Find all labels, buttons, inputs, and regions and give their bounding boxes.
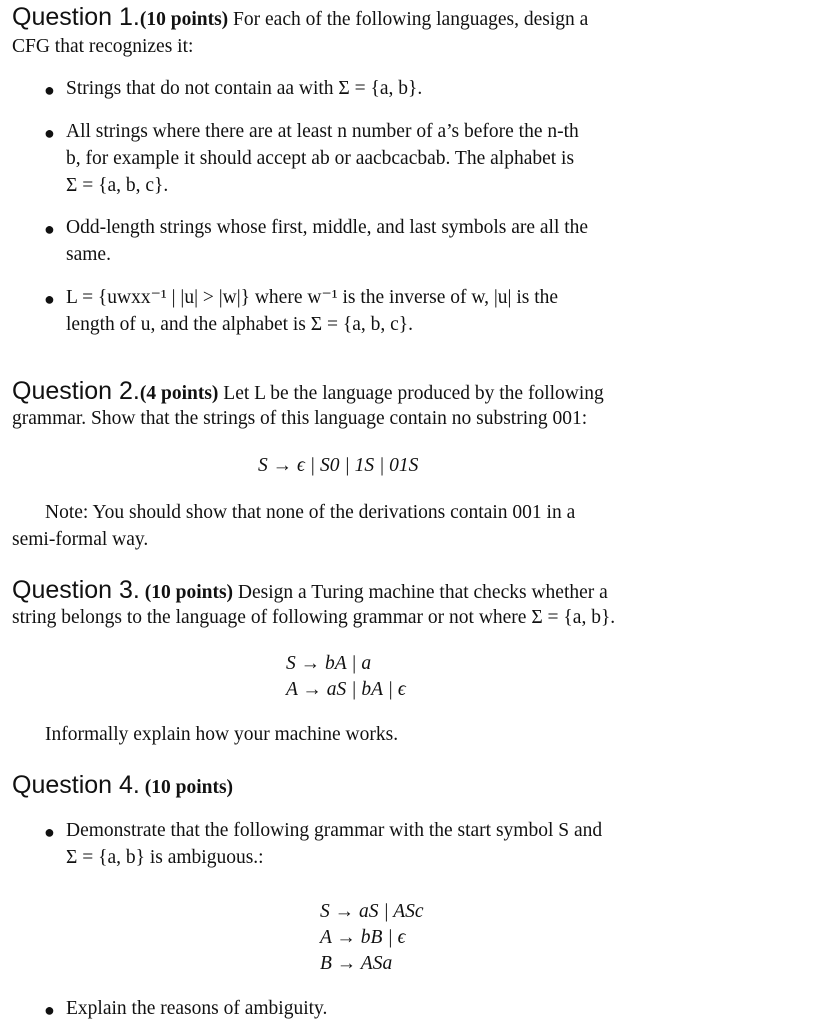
- question-1-points: (10 points): [139, 9, 229, 30]
- question-2-heading: [12, 378, 712, 407]
- question-3-intro-line2: string belongs to the language of following grammar or not where Σ = {a, b}.: [12, 607, 616, 628]
- q1-item-1: Strings that do not contain aa with Σ = {a, b}.: [66, 78, 423, 99]
- question-1-title: Question 1.: [12, 3, 140, 31]
- question-1-intro-line2: CFG that recognizes it:: [12, 36, 194, 57]
- question-1-heading: [12, 4, 712, 33]
- q1-item-2-line1: All strings where there are at least n number of a’s before the n-th: [66, 121, 579, 142]
- q1-item-4-line2: length of u, and the alphabet is Σ = {a, b, c}.: [66, 314, 414, 335]
- q1-item-3-line1: Odd-length strings whose first, middle, and last symbols are all the: [66, 217, 589, 238]
- question-4-title: Question 4.: [12, 771, 140, 799]
- bullet-icon: ●: [44, 1000, 55, 1020]
- question-3-explain: Informally explain how your machine works.: [45, 724, 399, 745]
- question-3-points: (10 points): [144, 582, 234, 603]
- question-2-note-line1: Note: You should show that none of the derivations contain 001 in a: [45, 502, 576, 523]
- question-2-points: (4 points): [139, 383, 219, 404]
- question-2-note-line2: semi-formal way.: [12, 529, 149, 550]
- bullet-icon: ●: [44, 289, 55, 309]
- question-3-title: Question 3.: [12, 576, 140, 604]
- q1-item-3-line2: same.: [66, 244, 111, 265]
- question-2-grammar-rule: S → ϵ | S0 | 1S | 01S: [258, 455, 419, 476]
- question-3-heading: [12, 577, 712, 606]
- question-4-heading: [12, 772, 712, 801]
- question-3-grammar-rule-2: A → aS | bA | ϵ: [286, 679, 406, 700]
- q1-item-4-line1: L = {uwxx⁻¹ | |u| > |w|} where w⁻¹ is the inverse of w, |u| is the: [66, 287, 559, 308]
- bullet-icon: ●: [44, 219, 55, 239]
- question-3-intro-line1: Design a Turing machine that checks whether a: [233, 582, 608, 603]
- question-4-grammar-rule-2: A → bB | ϵ: [320, 927, 406, 948]
- q4-item-1-line1: Demonstrate that the following grammar with the start symbol S and: [66, 820, 603, 841]
- question-3-grammar-rule-1: S → bA | a: [286, 653, 372, 674]
- bullet-icon: ●: [44, 80, 55, 100]
- q4-item-1-line2: Σ = {a, b} is ambiguous.:: [66, 847, 264, 868]
- question-2-title: Question 2.: [12, 377, 140, 405]
- q4-item-2: Explain the reasons of ambiguity.: [66, 998, 328, 1019]
- bullet-icon: ●: [44, 123, 55, 143]
- bullet-icon: ●: [44, 822, 55, 842]
- question-4-points: (10 points): [144, 777, 234, 798]
- question-4-grammar-rule-1: S → aS | ASc: [320, 901, 424, 922]
- q1-item-2-line3: Σ = {a, b, c}.: [66, 175, 169, 196]
- q1-item-2-line2: b, for example it should accept ab or aacbcacbab. The alphabet is: [66, 148, 575, 169]
- question-2-intro-line2: grammar. Show that the strings of this language contain no substring 001:: [12, 408, 588, 429]
- question-1-intro-line1: For each of the following languages, design a: [228, 9, 589, 30]
- question-4-grammar-rule-3: B → ASa: [320, 953, 393, 974]
- question-2-intro-line1: Let L be the language produced by the following: [218, 383, 604, 404]
